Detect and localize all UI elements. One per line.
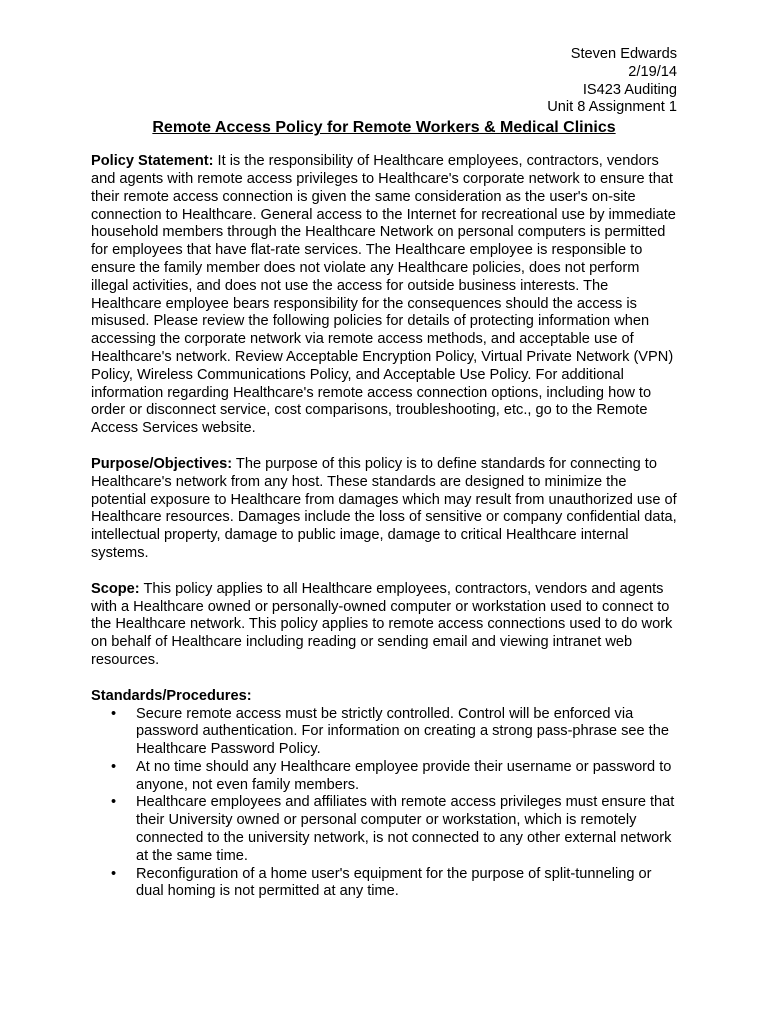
document-page xyxy=(91,46,677,901)
list-item-text: Healthcare employees and affiliates with remote access privileges must ensure that their University owned or personal computer or workstation, which is remotely connected to the university network, is not connected to any other external network at the same time. xyxy=(136,794,675,864)
bullet-icon: • xyxy=(111,705,117,722)
list-item-text: Reconfiguration of a home user's equipment for the purpose of split-tunneling or dual homing is not permitted at any time. xyxy=(136,865,652,900)
bullet-icon: • xyxy=(111,794,117,811)
course-name: IS423 Auditing xyxy=(582,81,677,98)
document-date: 2/19/14 xyxy=(628,63,677,80)
purpose-body: The purpose of this policy is to define standards for connecting to Healthcare's network from any host. These standards are designed to minimize the potential exposure to Healthcare from damages which may result from unauthorized use of Healthcare resources. Damages include the loss of sensitive or company confidential data, intellectual property, damage to public image, damage to critical Healthcare internal systems. xyxy=(91,455,677,561)
document-header xyxy=(91,46,677,117)
purpose-heading: Purpose/Objectives: xyxy=(91,455,233,472)
scope-paragraph xyxy=(91,581,677,670)
list-item xyxy=(91,759,677,795)
list-item xyxy=(91,706,677,759)
scope-heading: Scope: xyxy=(91,580,140,597)
standards-heading: Standards/Procedures: xyxy=(91,687,252,704)
document-title: Remote Access Policy for Remote Workers & Medical Clinics xyxy=(152,119,616,137)
policy-statement-paragraph xyxy=(91,153,677,438)
policy-statement-heading: Policy Statement: xyxy=(91,153,214,170)
bullet-icon: • xyxy=(111,758,117,775)
purpose-paragraph xyxy=(91,456,677,563)
list-item xyxy=(91,866,677,902)
list-item-text: At no time should any Healthcare employee provide their username or password to anyone, not even family members. xyxy=(136,758,672,793)
list-item-text: Secure remote access must be strictly controlled. Control will be enforced via password authentication. For information on creating a strong pass-phrase see the Healthcare Password Policy. xyxy=(136,705,669,758)
standards-list xyxy=(91,706,677,902)
scope-body: This policy applies to all Healthcare employees, contractors, vendors and agents with a Healthcare owned or personally-owned computer or workstation used to connect to the Healthcare network. This policy applies to remote access connections used to do work on behalf of Healthcare including reading or sending email and viewing intranet web resources. xyxy=(91,580,673,668)
author-name: Steven Edwards xyxy=(570,46,677,62)
bullet-icon: • xyxy=(111,865,117,882)
policy-statement-body: It is the responsibility of Healthcare employees, contractors, vendors and agents with remote access privileges to Healthcare's corporate network to ensure that their remote access connection is given the same consideration as the user's on-site connection to Healthcare. General access to the Internet for recreational use by immediate household members through the Healthcare Network on personal computers is permitted for employees that have flat-rate services. The Healthcare employee is responsible to ensure the family member does not violate any Healthcare policies, does not perform illegal activities, and does not use the access for outside business interests. The Healthcare employee bears responsibility for the consequences should the access is misused. Please review the following policies for details of protecting information when accessing the corporate network via remote access methods, and acceptable use of Healthcare's network. Review Acceptable Encryption Policy, Virtual Private Network (VPN) Policy, Wireless Communications Policy, and Acceptable Use Policy. For additional information regarding Healthcare's remote access connection options, including how to order or disconnect service, cost comparisons, troubleshooting, etc., go to the Remote Access Services website. xyxy=(91,153,676,437)
list-item xyxy=(91,794,677,865)
assignment-name: Unit 8 Assignment 1 xyxy=(547,99,677,116)
